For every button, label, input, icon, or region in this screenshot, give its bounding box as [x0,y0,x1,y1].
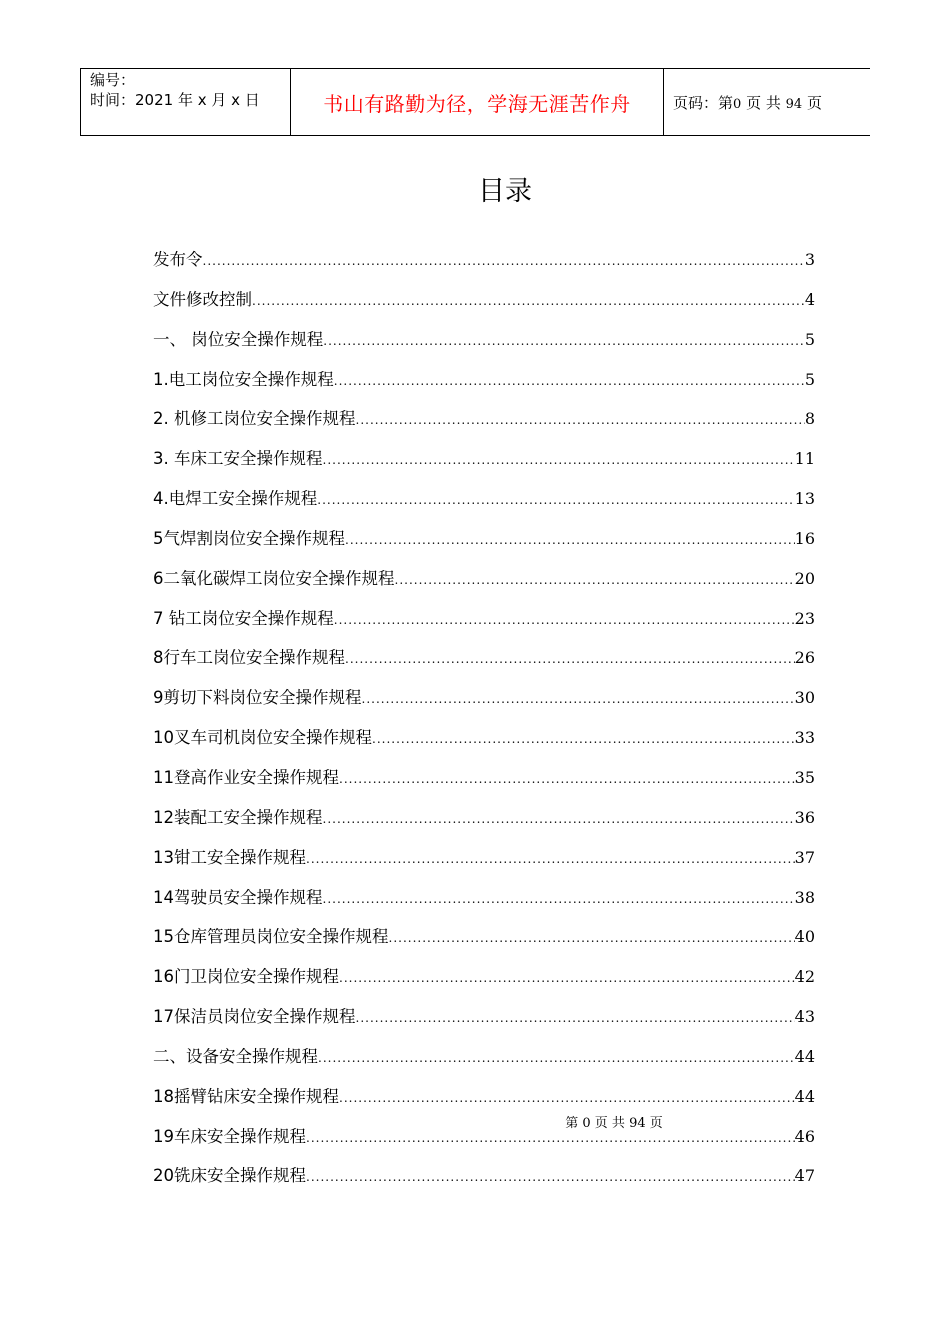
toc-entry-label: 19车床安全操作规程 [153,1126,306,1146]
toc-entry[interactable] [153,525,815,565]
toc-entry[interactable] [153,445,815,485]
page-current: 0 [733,96,742,112]
footer-middle: 页 共 [594,1116,625,1131]
toc-dot-leader [306,1163,795,1191]
toc-dot-leader [356,406,805,434]
footer-prefix: 第 [565,1116,579,1131]
toc-entry-label: 3. 车床工安全操作规程 [153,449,323,469]
toc-entry[interactable] [153,246,815,286]
toc-dot-leader [389,924,795,952]
toc-entry[interactable] [153,884,815,924]
toc-entry-label: 5气焊割岗位安全操作规程 [153,528,345,548]
toc-entry-page: 44 [794,1046,815,1066]
toc-dot-leader [356,1004,795,1032]
toc-entry[interactable] [153,405,815,445]
date-label: 时间：2021 年 x 月 x 日 [90,91,260,109]
toc-entry-page: 8 [804,409,815,429]
toc-entry-label: 11登高作业安全操作规程 [153,767,339,787]
motto-text: 书山有路勤为径，学海无涯苦作舟 [323,91,631,116]
toc-entry-page: 38 [794,887,815,907]
toc-dot-leader [323,327,805,355]
footer-suffix: 页 [649,1116,663,1131]
toc-entry[interactable] [153,644,815,684]
toc-entry[interactable] [153,923,815,963]
toc-dot-leader [362,685,795,713]
toc-entry-label: 文件修改控制 [153,289,252,309]
toc-entry-label: 13钳工安全操作规程 [153,847,306,867]
page-info-cell [664,69,871,136]
toc-entry[interactable] [153,286,815,326]
toc-dot-leader [339,964,795,992]
serial-number-label: 编号： [90,71,136,89]
toc-entry-label: 17保洁员岗位安全操作规程 [153,1007,356,1027]
toc-entry[interactable] [153,764,815,804]
toc-entry[interactable] [153,684,815,724]
toc-entry-page: 47 [794,1166,815,1186]
toc-dot-leader [318,1044,795,1072]
motto-cell [291,69,664,136]
toc-entry-page: 40 [794,927,815,947]
toc-entry-label: 12装配工安全操作规程 [153,807,323,827]
toc-entry[interactable] [153,605,815,645]
toc-entry-page: 5 [804,329,815,349]
footer-total: 94 [629,1116,646,1131]
toc-entry-page: 42 [794,967,815,987]
toc-entry-page: 44 [794,1086,815,1106]
toc-entry-page: 26 [794,648,815,668]
toc-entry[interactable] [153,1003,815,1043]
page-suffix: 页 [806,93,822,112]
page-footer [0,1112,950,1131]
toc-entry-page: 35 [794,767,815,787]
toc-entry-label: 一、 岗位安全操作规程 [153,329,324,349]
toc-dot-leader [323,805,795,833]
footer-current: 0 [582,1116,591,1131]
toc-entry-page: 36 [794,807,815,827]
toc-dot-leader [252,287,805,315]
toc-entry-page: 5 [804,369,815,389]
toc-entry-page: 30 [794,688,815,708]
toc-dot-leader [323,885,795,913]
toc-entry-label: 发布令 [153,250,203,269]
toc-entry[interactable] [153,1162,815,1202]
toc-dot-leader [334,367,805,395]
toc-entry[interactable] [153,366,815,406]
toc-dot-leader [395,566,795,594]
toc-entry-label: 15仓库管理员岗位安全操作规程 [153,927,389,947]
toc-entry[interactable] [153,565,815,605]
header-meta-cell [81,69,291,136]
toc-entry-label: 16门卫岗位安全操作规程 [153,967,339,987]
toc-entry[interactable] [153,485,815,525]
page-middle: 页 共 [746,93,781,112]
toc-entry-label: 18摇臂钻床安全操作规程 [153,1086,339,1106]
toc-entry-page: 3 [804,250,815,269]
toc-entry-label: 9剪切下料岗位安全操作规程 [153,688,362,708]
document-header-table [80,68,870,136]
toc-entry-label: 1.电工岗位安全操作规程 [153,369,334,389]
toc-entry-label: 2. 机修工岗位安全操作规程 [153,409,356,429]
toc-dot-leader [306,845,795,873]
toc-dot-leader [372,725,795,753]
toc-entry-label: 20铣床安全操作规程 [153,1166,306,1186]
toc-entry-label: 4.电焊工安全操作规程 [153,489,318,509]
toc-dot-leader [323,446,795,474]
toc-dot-leader [345,526,795,554]
toc-dot-leader [317,486,794,514]
toc-entry-label: 14驾驶员安全操作规程 [153,887,323,907]
page-total: 94 [785,96,803,112]
toc-dot-leader [345,645,795,673]
toc-dot-leader [334,606,795,634]
toc-entry-page: 23 [794,608,815,628]
toc-entry-page: 13 [794,489,815,509]
toc-entry-page: 43 [794,1007,815,1027]
toc-entry-page: 11 [794,449,815,469]
toc-entry-page: 33 [794,728,815,748]
page-prefix: 页码：第 [673,93,734,112]
toc-dot-leader [339,1084,795,1112]
toc-entry[interactable] [153,724,815,764]
toc-entry[interactable] [153,326,815,366]
toc-entry-label: 8行车工岗位安全操作规程 [153,648,345,668]
toc-entry[interactable] [153,804,815,844]
toc-entry-label: 10叉车司机岗位安全操作规程 [153,728,372,748]
toc-entry-label: 7 钻工岗位安全操作规程 [153,608,334,628]
table-of-contents [153,246,815,1202]
toc-entry[interactable] [153,844,815,884]
toc-entry-label: 6二氧化碳焊工岗位安全操作规程 [153,568,395,588]
page-title: 目录 [478,176,532,207]
toc-entry-page: 16 [794,528,815,548]
toc-entry-page: 20 [794,568,815,588]
toc-entry-page: 46 [794,1126,815,1146]
toc-dot-leader [339,765,795,793]
toc-entry[interactable] [153,1043,815,1083]
toc-entry-label: 二、设备安全操作规程 [153,1046,318,1066]
toc-entry-page: 4 [804,289,815,309]
toc-dot-leader [203,247,805,275]
toc-entry[interactable] [153,963,815,1003]
toc-entry-page: 37 [794,847,815,867]
